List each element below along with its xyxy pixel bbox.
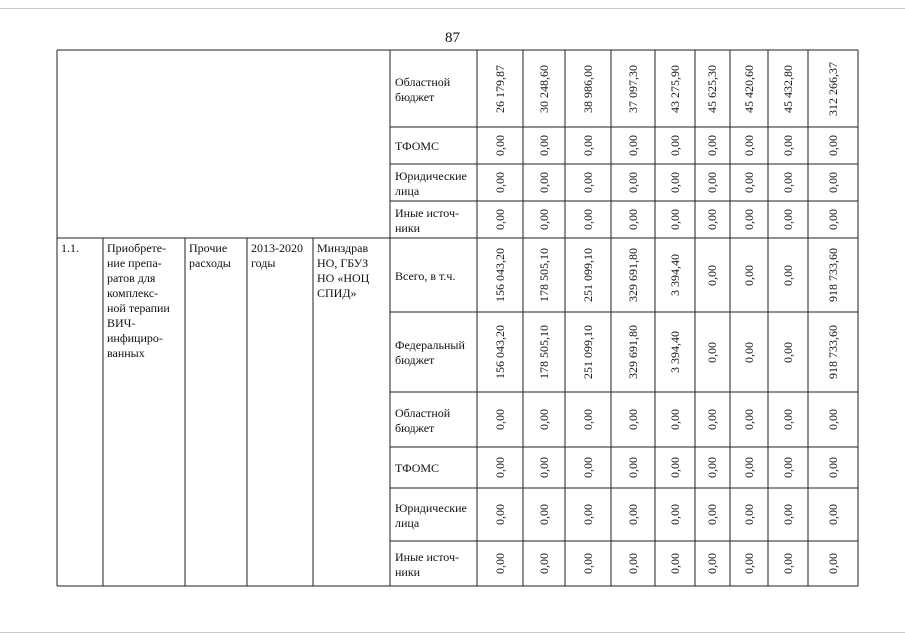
year-value: 0,00	[580, 209, 595, 230]
funding-source-label: Юридические лица	[395, 168, 467, 198]
row-total-value: 918 733,60	[825, 248, 840, 302]
year-value: 0,00	[705, 341, 719, 363]
year-value: 0,00	[780, 209, 795, 230]
year-value: 0,00	[780, 409, 795, 430]
year-value: 0,00	[741, 341, 756, 363]
funding-source-label: Иные источ- ники	[395, 205, 460, 235]
year-value: 0,00	[625, 135, 640, 156]
funding-source-label: Областной бюджет	[395, 405, 451, 435]
year-value: 156 043,20	[492, 248, 507, 302]
year-value: 43 275,90	[667, 64, 682, 113]
year-value: 0,00	[667, 553, 682, 574]
year-value: 0,00	[667, 172, 682, 193]
year-value: 0,00	[625, 409, 640, 430]
year-value: 0,00	[492, 504, 507, 525]
year-value: 0,00	[536, 504, 551, 525]
year-value: 0,00	[741, 209, 756, 230]
year-value: 0,00	[705, 504, 719, 525]
item-number: 1.1.	[61, 241, 79, 255]
year-value: 0,00	[741, 135, 756, 156]
year-value: 0,00	[780, 172, 795, 193]
year-value: 0,00	[741, 172, 756, 193]
year-value: 0,00	[492, 209, 507, 230]
row-total-value: 0,00	[825, 172, 840, 193]
row-total-value: 312 266,37	[825, 61, 840, 116]
year-value: 0,00	[536, 209, 551, 230]
year-value: 156 043,20	[492, 325, 507, 379]
year-value: 0,00	[492, 553, 507, 574]
year-value: 251 099,10	[580, 248, 595, 302]
year-value: 0,00	[705, 553, 719, 574]
year-value: 0,00	[667, 209, 682, 230]
year-value: 45 625,30	[705, 64, 719, 113]
year-value: 0,00	[705, 172, 719, 193]
year-value: 0,00	[667, 504, 682, 525]
year-value: 0,00	[580, 553, 595, 574]
year-value: 0,00	[580, 409, 595, 430]
year-value: 0,00	[780, 264, 795, 286]
year-value: 329 691,80	[625, 325, 640, 379]
row-total-value: 0,00	[825, 504, 840, 525]
year-value: 0,00	[780, 553, 795, 574]
row-total-value: 0,00	[825, 409, 840, 430]
year-value: 0,00	[625, 504, 640, 525]
year-value: 178 505,10	[536, 325, 551, 379]
year-value: 0,00	[667, 135, 682, 156]
year-value: 3 394,40	[667, 254, 682, 296]
year-value: 0,00	[705, 135, 719, 156]
year-value: 0,00	[741, 264, 756, 286]
item-name: Приобрете- ние препа- ратов для комплекс- ной терапии ВИЧ- инфициро- ванных	[107, 241, 170, 360]
year-value: 45 420,60	[741, 64, 756, 113]
year-value: 0,00	[536, 172, 551, 193]
year-value: 0,00	[741, 409, 756, 430]
year-value: 0,00	[780, 457, 795, 478]
year-value: 0,00	[625, 172, 640, 193]
year-value: 0,00	[705, 264, 719, 286]
year-value: 0,00	[536, 135, 551, 156]
expense-type: Прочие расходы	[189, 241, 231, 270]
year-value: 0,00	[492, 409, 507, 430]
year-value: 0,00	[492, 172, 507, 193]
year-value: 0,00	[625, 209, 640, 230]
period: 2013-2020 годы	[251, 241, 303, 270]
year-value: 0,00	[580, 504, 595, 525]
year-value: 0,00	[580, 172, 595, 193]
funding-source-label: Иные источ- ники	[395, 549, 460, 579]
year-value: 0,00	[741, 553, 756, 574]
year-value: 0,00	[492, 135, 507, 156]
year-value: 0,00	[625, 553, 640, 574]
year-value: 0,00	[667, 409, 682, 430]
row-total-value: 0,00	[825, 553, 840, 574]
row-total-value: 918 733,60	[825, 325, 840, 379]
year-value: 0,00	[580, 135, 595, 156]
row-total-value: 0,00	[825, 135, 840, 156]
year-value: 0,00	[780, 504, 795, 525]
year-value: 26 179,87	[492, 64, 507, 113]
year-value: 0,00	[741, 504, 756, 525]
year-value: 0,00	[625, 457, 640, 478]
year-value: 0,00	[536, 553, 551, 574]
row-total-value: 0,00	[825, 457, 840, 478]
row-total-value: 0,00	[825, 209, 840, 230]
year-value: 0,00	[780, 341, 795, 363]
funding-source-label: Юридические лица	[395, 500, 467, 530]
year-value: 0,00	[667, 457, 682, 478]
year-value: 30 248,60	[536, 64, 551, 113]
funding-source-label: Всего, в т.ч.	[395, 268, 456, 283]
year-value: 45 432,80	[780, 64, 795, 113]
year-value: 37 097,30	[625, 64, 640, 113]
year-value: 0,00	[492, 457, 507, 478]
year-value: 0,00	[536, 409, 551, 430]
funding-source-label: ТФОМС	[395, 461, 440, 475]
year-value: 178 505,10	[536, 248, 551, 302]
executor: Минздрав НО, ГБУЗ НО «НОЦ СПИД»	[317, 241, 370, 300]
year-value: 0,00	[580, 457, 595, 478]
year-value: 0,00	[705, 209, 719, 230]
year-value: 3 394,40	[667, 331, 682, 373]
funding-source-label: Областной бюджет	[395, 74, 451, 104]
funding-source-label: ТФОМС	[395, 139, 440, 153]
year-value: 38 986,00	[580, 64, 595, 113]
page-number: 87	[445, 30, 460, 46]
year-value: 0,00	[741, 457, 756, 478]
year-value: 251 099,10	[580, 325, 595, 379]
year-value: 0,00	[780, 135, 795, 156]
year-value: 329 691,80	[625, 248, 640, 302]
year-value: 0,00	[536, 457, 551, 478]
year-value: 0,00	[705, 457, 719, 478]
funding-source-label: Федеральный бюджет	[395, 338, 465, 367]
year-value: 0,00	[705, 409, 719, 430]
